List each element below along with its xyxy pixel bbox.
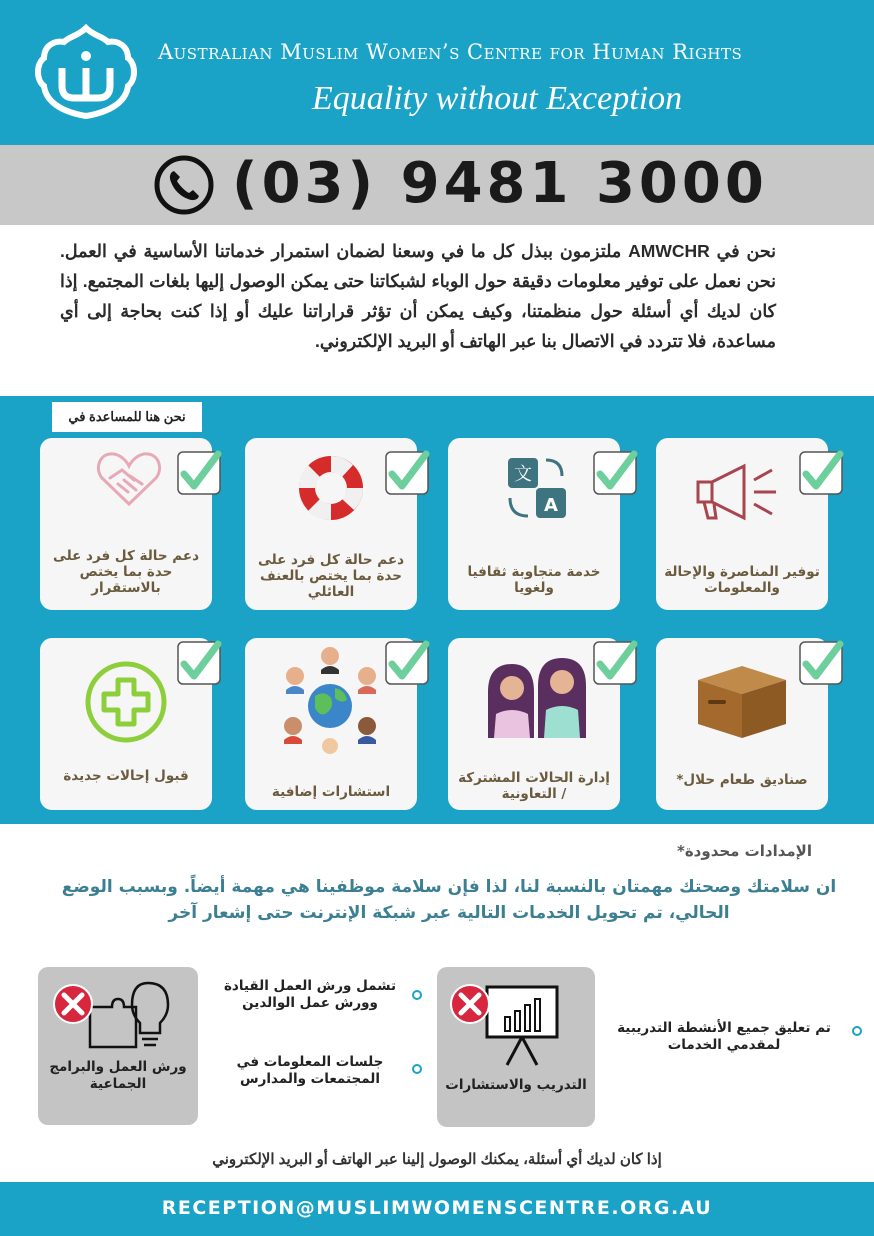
limited-supplies-note: الإمدادات محدودة* (676, 842, 812, 860)
phone-icon (153, 154, 215, 216)
intro-paragraph: نحن في AMWCHR ملتزمون ببذل كل ما في وسعنا لضمان استمرار خدماتنا الأساسية في العمل. نحن نعمل على توفير معلومات دقيقة حول الوباء لشبكاتنا حتى يمكن الوصول إليها بلغات المجتمع. إذا كان لديك أي أسئلة حول منظمتنا، وكيف يمكن أن تؤثر قراراتنا عليك أو إذا كنت بحاجة إلى أي مساعدة، فلا تتردد في الاتصال بنا عبر الهاتف أو البريد الإلكتروني. (60, 241, 776, 351)
phone-number[interactable]: (03) 9481 3000 (232, 151, 768, 216)
svg-text:文: 文 (514, 464, 532, 485)
service-label: استشارات إضافية (271, 784, 391, 800)
logo-icon (34, 24, 138, 120)
svg-text:A: A (544, 495, 558, 516)
service-label: دعم حالة كل فرد على حدة بما يختص بالعنف العائلي (257, 552, 405, 600)
megaphone-icon (690, 460, 786, 524)
cross-icon (449, 983, 491, 1025)
service-label: خدمة متجاوبة ثقافيا ولغويا (467, 564, 601, 596)
questions-line: إذا كان لديك أي أسئلة، يمكنك الوصول إلينا عبر الهاتف أو البريد الإلكتروني (212, 1151, 662, 1168)
training-box (437, 967, 595, 1127)
services-label: نحن هنا للمساعدة في (52, 402, 202, 432)
service-label: صناديق طعام حلال* (676, 772, 808, 788)
service-label: دعم حالة كل فرد على حدة بما يختص بالاستقرار (52, 548, 200, 596)
translate-icon (504, 454, 570, 524)
bullet-icon (412, 990, 422, 1000)
check-icon (384, 640, 430, 686)
check-icon (176, 640, 222, 686)
community-globe-icon (275, 642, 385, 762)
workshops-box (38, 967, 198, 1125)
plus-icon (84, 660, 168, 744)
service-label: توفير المناصرة والإحالة والمعلومات (664, 564, 820, 596)
tagline: Equality without Exception (312, 80, 683, 117)
header-banner (0, 0, 874, 145)
check-icon (384, 450, 430, 496)
bullet-icon (852, 1026, 862, 1036)
email-link[interactable]: RECEPTION@MUSLIMWOMENSCENTRE.ORG.AU (161, 1197, 713, 1219)
cross-icon (52, 983, 94, 1025)
training-box-label: التدريب والاستشارات (445, 1077, 587, 1093)
handshake-heart-icon (96, 448, 162, 508)
box-icon (694, 660, 790, 740)
online-services-notice: ان سلامتك وصحتك مهمتان بالنسبة لنا، لذا فإن سلامة موظفينا هي مهمة أيضاً. وبسبب الوضع الحالي، تم تحويل الخدمات التالية عبر شبكة الإنترنت حتى إشعار آخر (61, 877, 837, 923)
info-sessions-text: جلسات المعلومات في المجتمعات والمدارس (236, 1054, 384, 1087)
footer (0, 1182, 874, 1236)
bullet-icon (412, 1064, 422, 1074)
check-icon (176, 450, 222, 496)
women-icon (482, 652, 592, 738)
org-name: Australian Muslim Women’s Centre for Human Rights (158, 40, 743, 64)
check-icon (592, 450, 638, 496)
check-icon (798, 450, 844, 496)
workshops-box-label: ورش العمل والبرامج الجماعية (49, 1059, 187, 1092)
check-icon (798, 640, 844, 686)
workshops-leadership-text: تشمل ورش العمل القيادة وورش عمل الوالدين (223, 978, 397, 1011)
service-label: قبول إحالات جديدة (63, 768, 189, 784)
service-label: إدارة الحالات المشتركة / التعاونية (458, 770, 610, 802)
lifebuoy-icon (295, 452, 367, 524)
phone-bar (0, 145, 874, 225)
check-icon (592, 640, 638, 686)
training-suspended-text: تم تعليق جميع الأنشطة التدريبية لمقدمي الخدمات (617, 1020, 831, 1053)
